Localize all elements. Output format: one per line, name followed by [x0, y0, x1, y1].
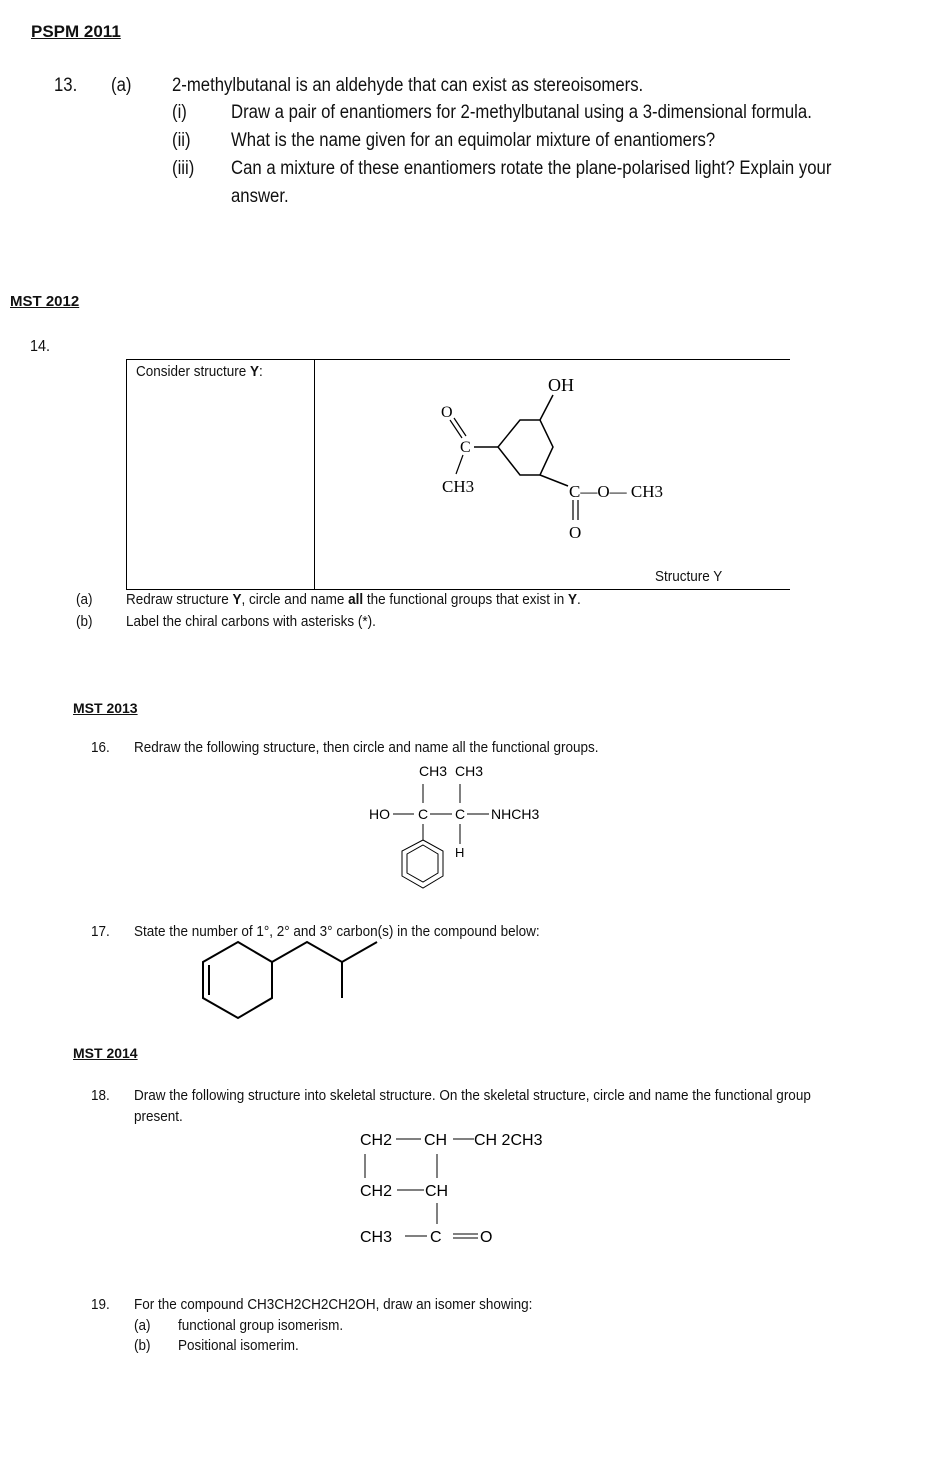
- question-16-text: Redraw the following structure, then circle and name all the functional groups.: [134, 739, 599, 756]
- question-number-19: 19.: [91, 1296, 110, 1313]
- question-number-16: 16.: [91, 739, 110, 756]
- question-13-sub-iii-text: Can a mixture of these enantiomers rotate the plane-polarised light? Explain your: [231, 158, 832, 179]
- question-19-a-label: (a): [134, 1317, 151, 1334]
- question-19-a-text: functional group isomerism.: [178, 1317, 344, 1334]
- section-header-mst-2014: MST 2014: [73, 1045, 138, 1061]
- q14a-t4: .: [577, 591, 581, 608]
- structure-y-caption: Structure Y: [655, 568, 723, 585]
- q18-r1a: CH2: [360, 1132, 393, 1149]
- question-13-part-a-label: (a): [111, 75, 132, 96]
- ketone-ch3-label: CH3: [442, 477, 475, 496]
- question-number-14: 14.: [30, 338, 51, 355]
- ester-o-label: O: [569, 523, 582, 542]
- question-13-sub-iii-continuation: answer.: [231, 186, 289, 207]
- question-13-sub-iii-label: (iii): [172, 158, 195, 179]
- section-header-pspm-2011: PSPM 2011: [31, 22, 121, 41]
- question-19-b-label: (b): [134, 1337, 151, 1354]
- oh-label: OH: [548, 375, 574, 395]
- q18-r3a: CH3: [360, 1229, 393, 1246]
- q16-c2: C: [455, 806, 466, 822]
- question-13-sub-i-text: Draw a pair of enantiomers for 2-methylbutanal using a 3-dimensional formula.: [231, 102, 812, 123]
- q16-ch3-right: CH3: [455, 763, 484, 779]
- q14a-b3: Y: [567, 591, 578, 608]
- question-14-b-text: Label the chiral carbons with asterisks (*).: [126, 613, 376, 630]
- q18-r3b: C: [430, 1229, 442, 1246]
- question-17-text: State the number of 1°, 2° and 3° carbon(s) in the compound below:: [134, 923, 540, 940]
- consider-text: Consider structure: [136, 363, 251, 380]
- q14a-t1: Redraw structure: [126, 591, 233, 608]
- q16-ch3-left: CH3: [419, 763, 448, 779]
- q18-r1c: CH 2CH3: [474, 1132, 543, 1149]
- q18-r2b: CH: [425, 1183, 449, 1200]
- section-header-mst-2012: MST 2012: [10, 293, 80, 310]
- question-19-b-text: Positional isomerim.: [178, 1337, 299, 1354]
- q14a-t2: , circle and name: [241, 591, 349, 608]
- q16-h: H: [455, 845, 465, 860]
- question-13-sub-i-label: (i): [172, 102, 187, 123]
- question-13-stem: 2-methylbutanal is an aldehyde that can exist as stereoisomers.: [172, 75, 644, 96]
- ketone-c-label: C: [460, 439, 471, 456]
- q14a-t3: the functional groups that exist in: [363, 591, 568, 608]
- q14a-b1: Y: [232, 591, 242, 608]
- q16-c1: C: [418, 806, 429, 822]
- consider-colon: :: [259, 363, 263, 380]
- question-18-text-line-2: present.: [134, 1108, 183, 1125]
- question-13-sub-ii-text: What is the name given for an equimolar mixture of enantiomers?: [231, 130, 716, 151]
- consider-y: Y: [250, 363, 260, 380]
- ketone-o-label: O: [441, 404, 453, 421]
- section-header-mst-2013: MST 2013: [73, 700, 138, 716]
- q18-r1b: CH: [424, 1132, 448, 1149]
- question-18-text-line-1: Draw the following structure into skeletal structure. On the skeletal structure, circle and name the functional group: [134, 1087, 811, 1104]
- question-14-b-label: (b): [76, 613, 93, 630]
- q14a-b2: all: [348, 591, 364, 608]
- question-14-a-label: (a): [76, 591, 93, 608]
- question-number-18: 18.: [91, 1087, 110, 1104]
- question-number-13: 13.: [54, 75, 78, 96]
- question-19-text: For the compound CH3CH2CH2CH2OH, draw an isomer showing:: [134, 1296, 533, 1313]
- q18-r2a: CH2: [360, 1183, 393, 1200]
- question-13-sub-ii-label: (ii): [172, 130, 191, 151]
- q16-nhch3: NHCH3: [491, 806, 540, 822]
- question-number-17: 17.: [91, 923, 110, 940]
- q18-r3c: O: [480, 1229, 493, 1246]
- ester-label: C—O— CH3: [569, 482, 663, 501]
- q16-ho: HO: [369, 806, 390, 822]
